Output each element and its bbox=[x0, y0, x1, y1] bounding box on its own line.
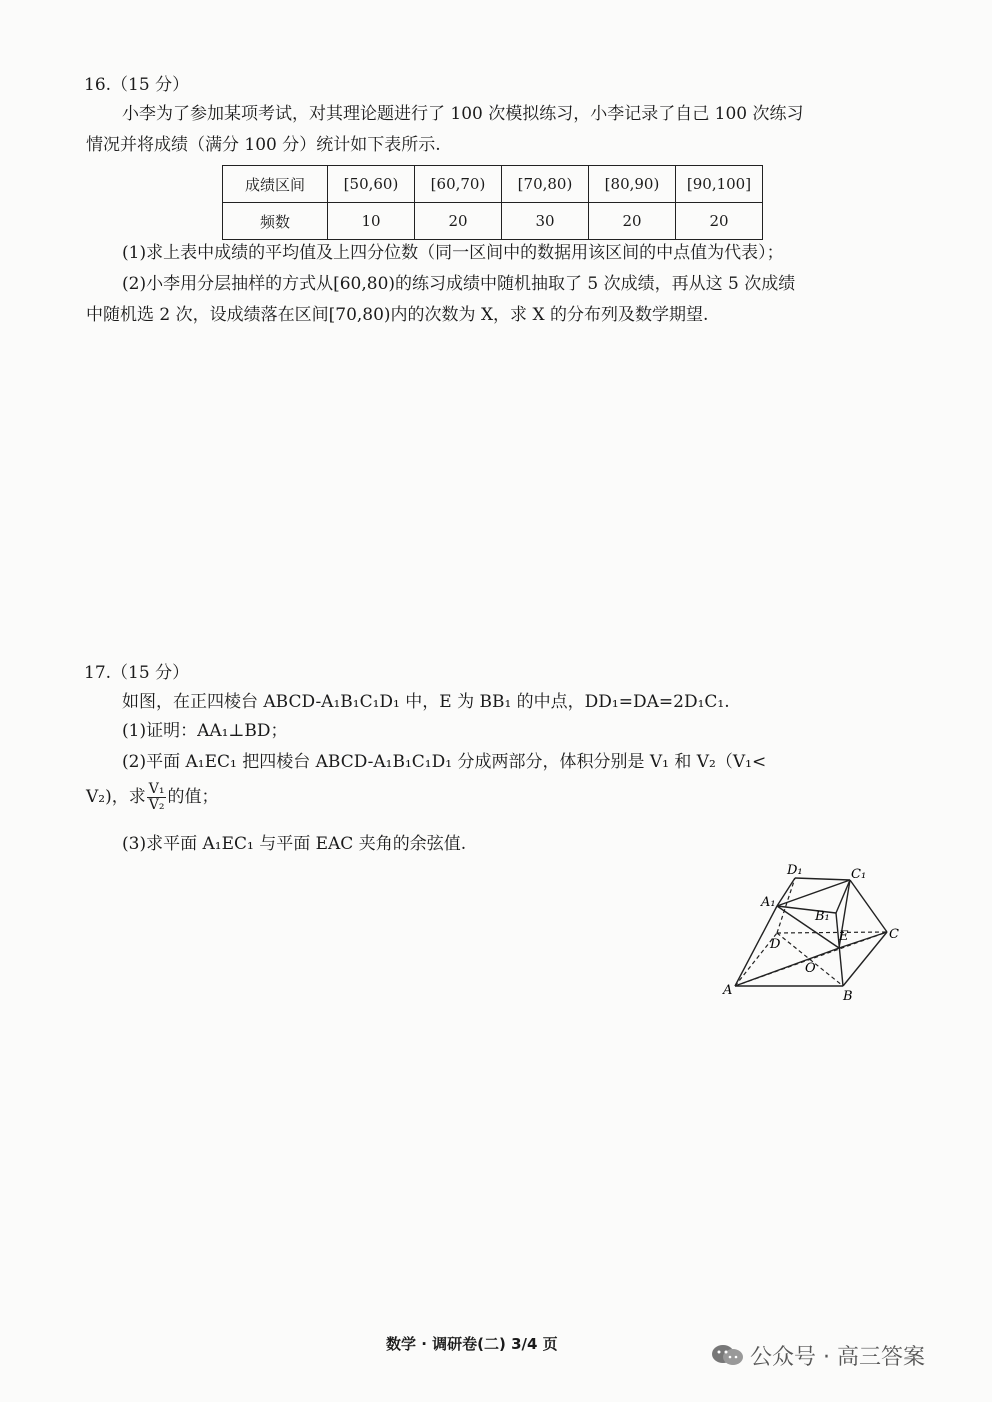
table-cell: 20 bbox=[589, 203, 676, 240]
table-cell: [60,70) bbox=[415, 166, 502, 203]
q17-part2-line2 bbox=[86, 782, 218, 813]
fraction-denominator: V₂ bbox=[148, 797, 165, 813]
frustum-figure bbox=[715, 858, 915, 1008]
edge-a1d1 bbox=[777, 878, 795, 906]
q16-part1: (1)求上表中成绩的平均值及上四分位数（同一区间中的数据用该区间的中点值为代表）； bbox=[122, 243, 784, 263]
q17-part2-pre: V₂)，求 bbox=[86, 787, 146, 807]
table-row bbox=[223, 166, 763, 203]
label-b1: B₁ bbox=[815, 909, 830, 924]
q17-part1: (1)证明：AA₁⊥BD； bbox=[122, 721, 288, 741]
table-cell: 30 bbox=[502, 203, 589, 240]
table-cell: [80,90) bbox=[589, 166, 676, 203]
q17-part2-post: 的值； bbox=[167, 787, 219, 807]
q16-intro-line1: 小李为了参加某项考试，对其理论题进行了 100 次模拟练习，小李记录了自己 100 次练习 bbox=[122, 104, 804, 124]
table-cell: 频数 bbox=[223, 203, 328, 240]
label-c: C bbox=[889, 927, 899, 942]
edge-c1c bbox=[850, 880, 887, 932]
label-d: D bbox=[770, 937, 781, 952]
label-a1: A₁ bbox=[761, 895, 776, 910]
q16-part2-line2: 中随机选 2 次，设成绩落在区间[70,80)内的次数为 X，求 X 的分布列及数学期望. bbox=[86, 305, 709, 325]
wechat-icon bbox=[710, 1343, 746, 1367]
watermark-text: 公众号 · 高三答案 bbox=[750, 1345, 925, 1370]
label-a: A bbox=[723, 983, 733, 998]
table-cell: 20 bbox=[676, 203, 763, 240]
q17-part3: (3)求平面 A₁EC₁ 与平面 EAC 夹角的余弦值. bbox=[122, 834, 467, 854]
table-cell: 10 bbox=[328, 203, 415, 240]
volume-fraction bbox=[147, 782, 167, 813]
edge-dc bbox=[777, 932, 887, 933]
label-c1: C₁ bbox=[851, 867, 867, 882]
page-footer: 数学 · 调研卷(二) 3/4 页 bbox=[386, 1335, 558, 1353]
table-cell: 20 bbox=[415, 203, 502, 240]
edge-d1c1 bbox=[795, 878, 850, 880]
q16-part2-line1: (2)小李用分层抽样的方式从[60,80)的练习成绩中随机抽取了 5 次成绩，再从这 5 次成绩 bbox=[122, 274, 796, 294]
label-e: E bbox=[839, 929, 849, 944]
table-cell: [70,80) bbox=[502, 166, 589, 203]
label-b: B bbox=[843, 989, 853, 1004]
label-o: O bbox=[805, 961, 816, 976]
fraction-numerator: V₁ bbox=[148, 781, 165, 797]
table-cell: [50,60) bbox=[328, 166, 415, 203]
diag-a1c1 bbox=[777, 880, 850, 906]
table-row bbox=[223, 203, 763, 240]
table-cell: [90,100] bbox=[676, 166, 763, 203]
q16-intro-line2: 情况并将成绩（满分 100 分）统计如下表所示. bbox=[86, 135, 441, 155]
label-d1: D₁ bbox=[787, 863, 803, 878]
q17-number: 17.（15 分） bbox=[84, 663, 190, 683]
table-cell: 成绩区间 bbox=[223, 166, 328, 203]
score-table bbox=[222, 165, 763, 240]
q17-part2-line1: (2)平面 A₁EC₁ 把四棱台 ABCD-A₁B₁C₁D₁ 分成两部分，体积分别是 V₁ 和 V₂（V₁< bbox=[122, 752, 767, 772]
q16-number: 16.（15 分） bbox=[84, 75, 190, 95]
edge-cb bbox=[843, 932, 887, 986]
q17-intro: 如图，在正四棱台 ABCD-A₁B₁C₁D₁ 中，E 为 BB₁ 的中点，DD₁=DA=2D₁C₁. bbox=[122, 692, 730, 712]
